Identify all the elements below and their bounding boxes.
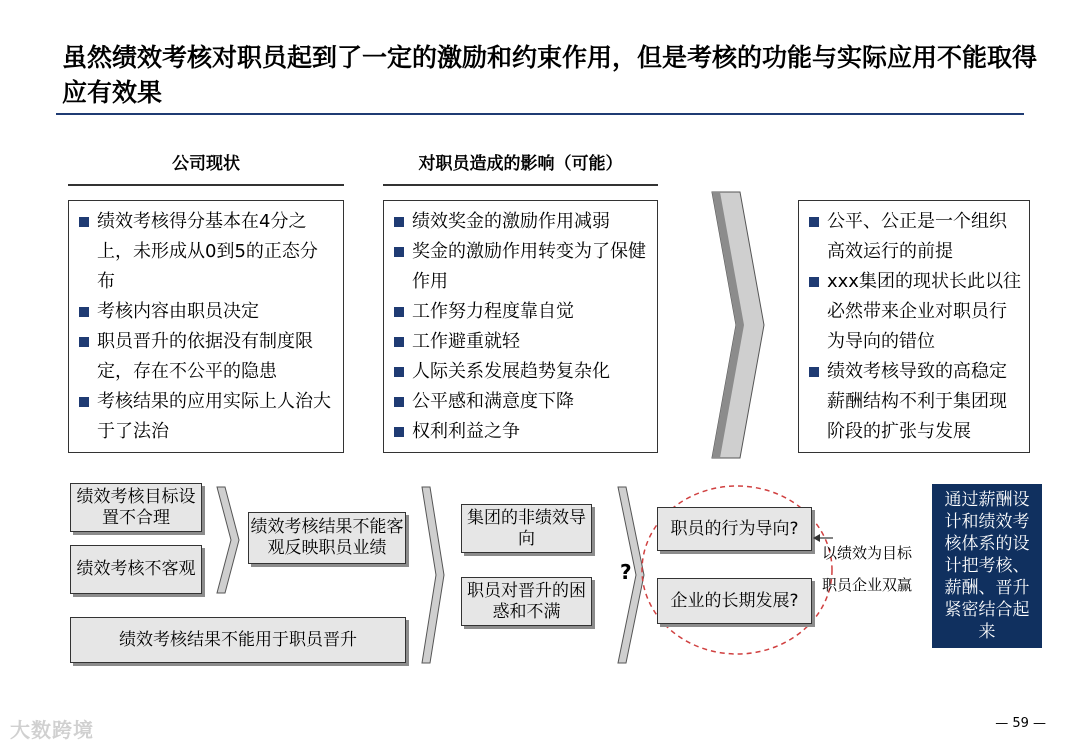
impact-item: 人际关系发展趋势复杂化	[392, 357, 649, 387]
mid-box: 绩效考核结果不能客观反映职员业绩	[248, 512, 406, 564]
solution-box: 通过薪酬设计和绩效考核体系的设计把考核、薪酬、晋升紧密结合起来	[932, 484, 1042, 648]
conclusion-item: xxx集团的现状长此以往必然带来企业对职员行为导向的错位	[807, 267, 1021, 357]
page-number: — 59 —	[995, 716, 1046, 731]
outcome-box-longterm: 企业的长期发展?	[657, 578, 812, 624]
impact-item: 权利利益之争	[392, 417, 649, 447]
question-mark: ?	[620, 560, 632, 584]
watermark-logo: 大数跨境	[10, 718, 94, 742]
impact-item: 绩效奖金的激励作用减弱	[392, 207, 649, 237]
current-status-item: 考核内容由职员决定	[77, 297, 335, 327]
conclusion-panel	[798, 200, 1030, 453]
cause-box-objectivity: 绩效考核不客观	[70, 545, 202, 594]
page-title: 虽然绩效考核对职员起到了一定的激励和约束作用，但是考核的功能与实际应用不能取得应有效果	[62, 43, 1038, 107]
column-rule-current	[68, 184, 344, 186]
effect-box-confusion: 职员对晋升的困惑和不满	[461, 577, 592, 626]
current-status-panel	[68, 200, 344, 453]
column-header-current: 公司现状	[172, 154, 240, 174]
conclusion-item: 公平、公正是一个组织高效运行的前提	[807, 207, 1021, 267]
chevron-right-icon	[215, 485, 241, 595]
impact-item: 公平感和满意度下降	[392, 387, 649, 417]
chevron-right-icon	[420, 485, 446, 665]
impact-item: 工作努力程度靠自觉	[392, 297, 649, 327]
note-line-2: 职员企业双赢	[822, 576, 913, 594]
title-divider	[56, 113, 1024, 115]
note-line-1: 以绩效为目标	[822, 544, 913, 562]
effect-box-nonperformance: 集团的非绩效导向	[461, 504, 592, 553]
cause-box-target: 绩效考核目标设置不合理	[70, 483, 202, 532]
impact-item: 奖金的激励作用转变为了保健作用	[392, 237, 649, 297]
conclusion-item: 绩效考核导致的高稳定薪酬结构不利于集团现阶段的扩张与发展	[807, 357, 1021, 447]
column-rule-impact	[383, 184, 658, 186]
chevron-right-icon	[706, 190, 768, 460]
outcome-box-behavior: 职员的行为导向?	[657, 507, 812, 551]
current-status-item: 考核结果的应用实际上人治大于了法治	[77, 387, 335, 447]
cause-box-promotion: 绩效考核结果不能用于职员晋升	[70, 617, 406, 663]
column-header-impact: 对职员造成的影响（可能）	[418, 154, 623, 174]
impact-panel	[383, 200, 658, 453]
current-status-item: 绩效考核得分基本在4分之上，未形成从0到5的正态分布	[77, 207, 335, 297]
current-status-item: 职员晋升的依据没有制度限定，存在不公平的隐患	[77, 327, 335, 387]
impact-item: 工作避重就轻	[392, 327, 649, 357]
